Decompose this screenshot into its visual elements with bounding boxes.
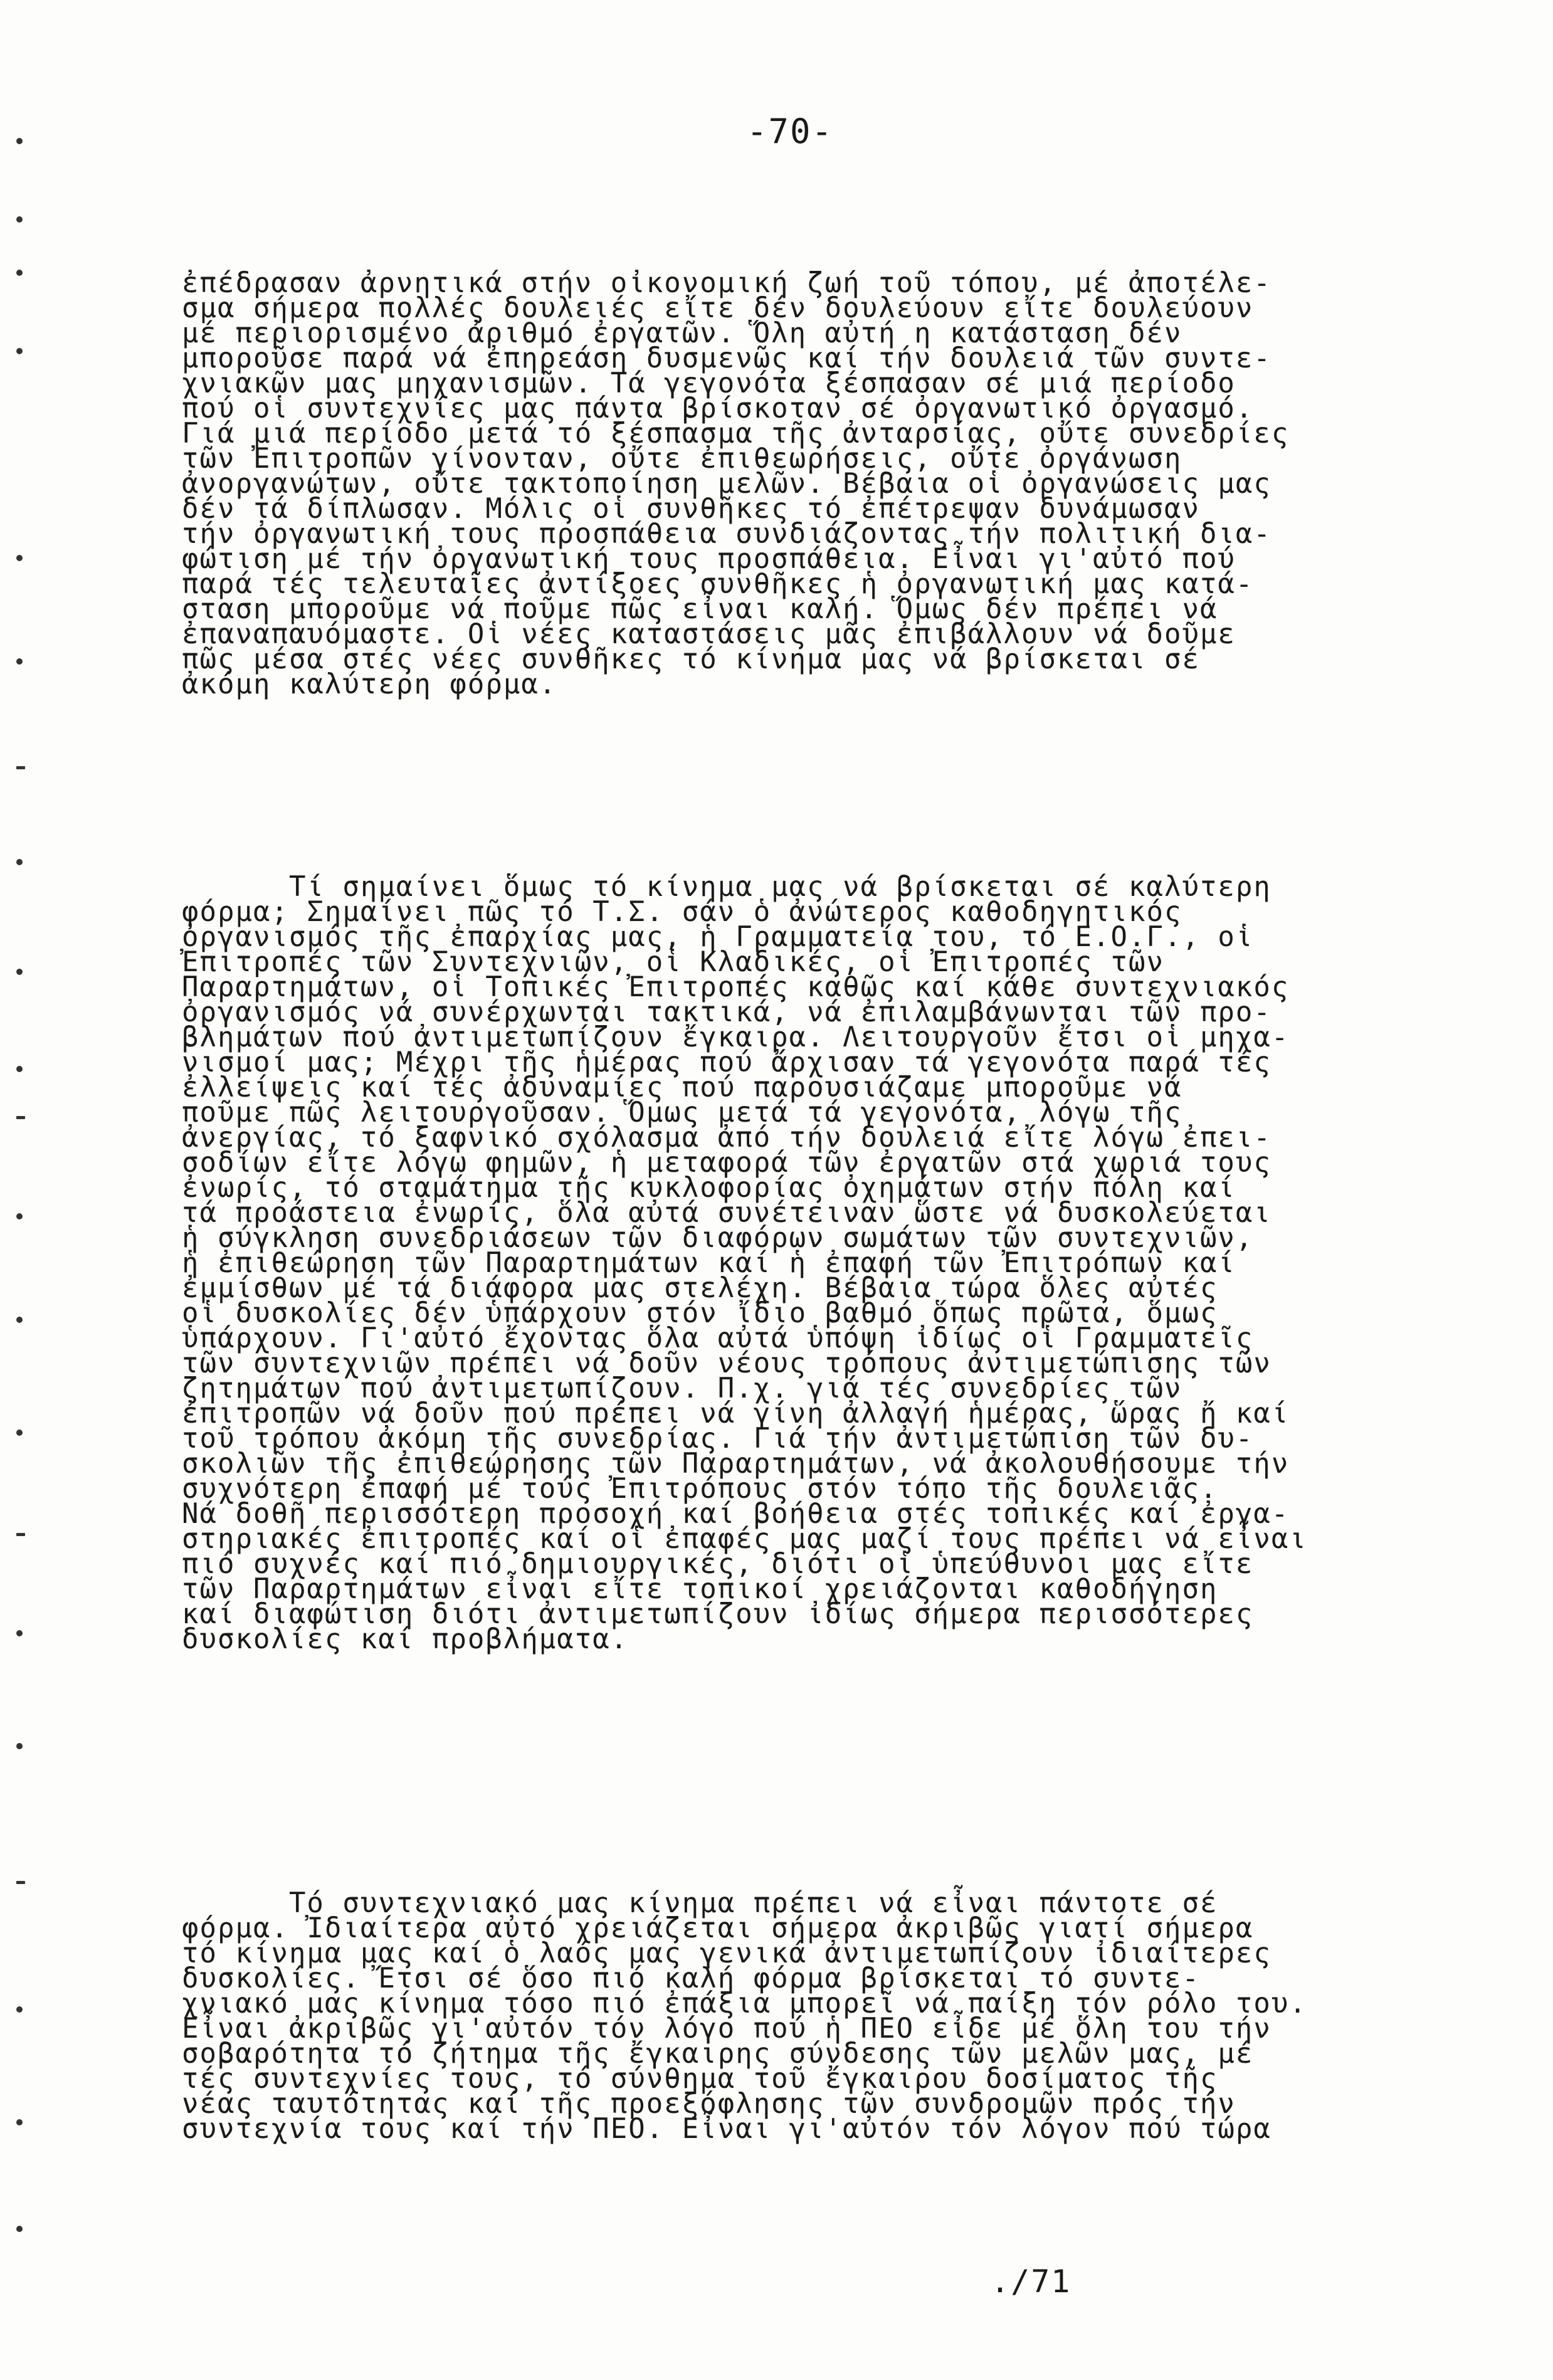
- text-line: τά προάστεια ἐνωρίς, ὅλα αὐτά συνέτειναν ὥστε νά δυσκολεύεται: [182, 1197, 1271, 1229]
- text-line: τήν ὀργανωτική τους προσπάθεια συνδιάζοντας τήν πολιτική δια-: [182, 518, 1271, 550]
- text-line: τές συντεχνίες τους, τό σύνθημα τοῦ ἔγκαιρου δοσίματος τῆς: [182, 2063, 1218, 2095]
- text-line: ἀνεργίας, τό ξαφνικό σχόλασμα ἀπό τήν δουλειά εἴτε λόγω ἐπει-: [182, 1122, 1271, 1154]
- text-line: βλημάτων πού ἀντιμετωπίζουν ἔγκαιρα. Λειτουργοῦν ἔτσι οἱ μηχα-: [182, 1021, 1290, 1053]
- margin-dot: [16, 1430, 23, 1436]
- text-line: ἡ ἐπιθεώρηση τῶν Παραρτημάτων καί ἡ ἐπαφή τῶν Ἐπιτρόπων καί: [182, 1247, 1236, 1279]
- text-line: ἀκόμη καλύτερη φόρμα.: [182, 668, 557, 700]
- text-line: καί διαφώτιση διότι ἀντιμετωπίζουν ἰδίως σήμερα περισσότερες: [182, 1598, 1254, 1630]
- margin-dot: [16, 270, 23, 276]
- margin-dot: [16, 2119, 23, 2125]
- text-line: ἡ σύγκληση συνεδριάσεων τῶν διαφόρων σωμάτων τῶν συντεχνιῶν,: [182, 1222, 1254, 1254]
- text-line: τῶν συντεχνιῶν πρέπει νά δοῦν νέους τρόπους ἀντιμετώπισης τῶν: [182, 1347, 1271, 1379]
- paragraph-3: [182, 1887, 1398, 2145]
- text-line: ἀνοργανώτων, οὔτε τακτοποίηση μελῶν. Βέβαια οἱ ὀργανώσεις μας: [182, 468, 1271, 500]
- text-line: Νά δοθῆ περισσότερη προσοχή καί βοήθεια στές τοπικές καί ἐργα-: [182, 1498, 1290, 1530]
- next-page-marker: ./71: [991, 2263, 1071, 2300]
- margin-dot: [16, 1317, 23, 1323]
- text-line: φόρμα. Ἰδιαίτερα αὐτό χρειάζεται σήμερα ἀκριβῶς γιατί σήμερα: [182, 1912, 1254, 1944]
- text-line: παρά τές τελευταῖες ἀντίξοες συνθῆκες ἡ ὀργανωτική μας κατά-: [182, 568, 1254, 600]
- text-line: ὑπάρχουν. Γι'αὐτό ἔχοντας ὅλα αὐτά ὑπόψη ἰδίως οἱ Γραμματεῖς: [182, 1322, 1254, 1354]
- margin-dot: [16, 216, 23, 223]
- text-line: ἐπέδρασαν ἀρνητικά στήν οἰκονομική ζωή τοῦ τόπου, μέ ἀποτέλε-: [182, 267, 1271, 299]
- text-line: φώτιση μέ τήν ὀργανωτική τους προσπάθεια. Εἶναι γι'αὐτό πού: [182, 543, 1236, 575]
- text-line: ποῦμε πῶς λειτουργοῦσαν. Ὅμως μετά τά γεγονότα, λόγω τῆς: [182, 1097, 1182, 1129]
- margin-dash: [16, 1116, 25, 1119]
- text-line: ἐλλείψεις καί τές ἀδυναμίες πού παρουσιάζαμε μποροῦμε νά: [182, 1072, 1182, 1103]
- text-line: οἱ δυσκολίες δέν ὑπάρχουν στόν ἴδιο βαθμό ὅπως πρῶτα, ὅμως: [182, 1297, 1218, 1329]
- text-line: συντεχνία τους καί τήν ΠΕΟ. Εἶναι γι'αὐτόν τόν λόγον πού τώρα: [182, 2113, 1271, 2145]
- margin-dot: [16, 859, 23, 865]
- text-line: ἐμμίσθων μέ τά διάφορα μας στελέχη. Βέβαια τώρα ὅλες αὐτές: [182, 1272, 1218, 1304]
- text-line: σοβαρότητα τό ζήτημα τῆς ἔγκαιρης σύνδεσης τῶν μελῶν μας, μέ: [182, 2038, 1254, 2070]
- margin-dot: [16, 1743, 23, 1749]
- page-number: -70-: [746, 112, 834, 151]
- text-line: συχνότερη ἐπαφή μέ τούς Ἐπιτρόπους στόν τόπο τῆς δουλειᾶς.: [182, 1473, 1218, 1505]
- paragraph-2: [182, 871, 1398, 1655]
- text-line: χνιακό μας κίνημα τόσο πιό ἐπάξια μπορεῖ νά παίξη τόν ρόλο του.: [182, 1988, 1307, 2019]
- text-line: ἐπαναπαυόμαστε. Οἱ νέες καταστάσεις μᾶς ἐπιβάλλουν νά δοῦμε: [182, 618, 1236, 650]
- paragraph-1: [182, 267, 1398, 700]
- margin-dot: [16, 1213, 23, 1219]
- text-line: νέας ταυτότητας καί τῆς προεξόφλησης τῶν συνδρομῶν πρός τήν: [182, 2088, 1236, 2120]
- text-line: φόρμα; Σημαίνει πῶς τό Τ.Σ. σάν ὁ ἀνώτερος καθοδηγητικός: [182, 896, 1182, 928]
- text-line: στηριακές ἐπιτροπές καί οἱ ἐπαφές μας μαζί τους πρέπει νά εἶναι: [182, 1523, 1307, 1555]
- text-line: ἐνωρίς, τό σταμάτημα τῆς κυκλοφορίας ὀχημάτων στήν πόλη καί: [182, 1172, 1236, 1204]
- text-line: Τό συντεχνιακό μας κίνημα πρέπει νά εἶναι πάντοτε σέ: [182, 1887, 1218, 1919]
- text-line: τοῦ τρόπου ἀκόμη τῆς συνεδρίας. Γιά τήν ἀντιμετώπιση τῶν δυ-: [182, 1423, 1254, 1455]
- text-line: δυσκολίες. Ἔτσι σέ ὅσο πιό καλή φόρμα βρίσκεται τό συντε-: [182, 1962, 1200, 1994]
- text-line: μέ περιορισμένο ἀριθμό ἐργατῶν. Ὅλη αὐτή η κατάσταση δέν: [182, 317, 1182, 349]
- margin-dot: [16, 1066, 23, 1072]
- text-line: ζητημάτων πού ἀντιμετωπίζουν. Π.χ. γιά τές συνεδρίες τῶν: [182, 1372, 1182, 1404]
- text-line: Ἐπιτροπές τῶν Συντεχνιῶν, οἱ Κλαδικές, οἱ Ἐπιτροπές τῶν: [182, 946, 1164, 978]
- margin-dot: [16, 555, 23, 561]
- margin-dot: [16, 658, 23, 665]
- text-line: Παραρτημάτων, οἱ Τοπικές Ἐπιτροπές καθῶς καί κάθε συντεχνιακός: [182, 971, 1290, 1003]
- text-line: ὀργανισμός νά συνέρχωνται τακτικά, νά ἐπιλαμβάνωνται τῶν προ-: [182, 996, 1271, 1028]
- text-line: σκολιῶν τῆς ἐπιθεώρησης τῶν Παραρτημάτων, νά ἀκολουθήσουμε τήν: [182, 1448, 1290, 1480]
- binding-margin-marks: [16, 0, 41, 2380]
- text-line: ἐπιτροπῶν νά δοῦν πού πρέπει νά γίνη ἀλλαγή ἡμέρας, ὥρας ἤ καί: [182, 1398, 1290, 1430]
- text-line: Εἶναι ἀκριβῶς γι'αὐτόν τόν λόγο πού ἡ ΠΕΟ εἶδε μέ ὅλη του τήν: [182, 2013, 1271, 2045]
- text-line: δυσκολίες καί προβλήματα.: [182, 1623, 629, 1655]
- text-line: τῶν Ἐπιτροπῶν γίνονταν, οὔτε ἐπιθεωρήσεις, οὔτε ὀργάνωση: [182, 443, 1182, 475]
- margin-dot: [16, 2226, 23, 2232]
- text-line: σμα σήμερα πολλές δουλειές εἴτε δέν δουλεύουν εἴτε δουλεύουν: [182, 292, 1254, 324]
- text-line: σταση μποροῦμε νά ποῦμε πῶς εἶναι καλή. Ὅμως δέν πρέπει νά: [182, 593, 1218, 625]
- text-line: πού οἱ συντεχνίες μας πάντα βρίσκοταν σέ ὀργανωτικό ὀργασμό.: [182, 392, 1254, 424]
- margin-dot: [16, 2006, 23, 2013]
- margin-dot: [16, 1630, 23, 1636]
- text-line: πιό συχνές καί πιό δημιουργικές, διότι οἱ ὑπεύθυνοι μας εἴτε: [182, 1548, 1254, 1580]
- text-line: χνιακῶν μας μηχανισμῶν. Τά γεγονότα ξέσπασαν σέ μιά περίοδο: [182, 367, 1236, 399]
- text-line: τό κίνημα μας καί ὁ λαός μας γενικά ἀντιμετωπίζουν ἰδιαίτερες: [182, 1937, 1271, 1969]
- text-line: πῶς μέσα στές νέες συνθῆκες τό κίνημα μας νά βρίσκεται σέ: [182, 643, 1200, 675]
- text-line: τῶν Παραρτημάτων εἶναι εἴτε τοπικοί χρειάζονται καθοδήγηση: [182, 1573, 1218, 1605]
- text-line: Γιά μιά περίοδο μετά τό ξέσπασμα τῆς ἀνταρσίας, οὔτε συνεδρίες: [182, 418, 1290, 450]
- margin-dash: [16, 1881, 25, 1884]
- text-line: σοδίων εἴτε λόγω φημῶν, ἡ μεταφορά τῶν ἐργατῶν στά χωριά τους: [182, 1147, 1271, 1179]
- text-line: μποροῦσε παρά νά ἐπηρεάση δυσμενῶς καί τήν δουλειά τῶν συντε-: [182, 342, 1271, 374]
- text-line: δέν τά δίπλωσαν. Μόλις οἱ συνθῆκες τό ἐπέτρεψαν δυνάμωσαν: [182, 493, 1200, 525]
- margin-dash: [16, 1533, 25, 1536]
- text-line: νισμοί μας; Μέχρι τῆς ἡμέρας πού ἄρχισαν τά γεγονότα παρά τές: [182, 1046, 1271, 1078]
- margin-dot: [16, 969, 23, 975]
- margin-dash: [16, 766, 25, 769]
- margin-dot: [16, 138, 23, 144]
- text-line: Τί σημαίνει ὅμως τό κίνημα μας νά βρίσκεται σέ καλύτερη: [182, 871, 1271, 903]
- text-line: ὀργανισμός τῆς ἐπαρχίας μας, ἡ Γραμματεία του, τό Ε.Ο.Γ., οἱ: [182, 921, 1254, 953]
- margin-dot: [16, 348, 23, 354]
